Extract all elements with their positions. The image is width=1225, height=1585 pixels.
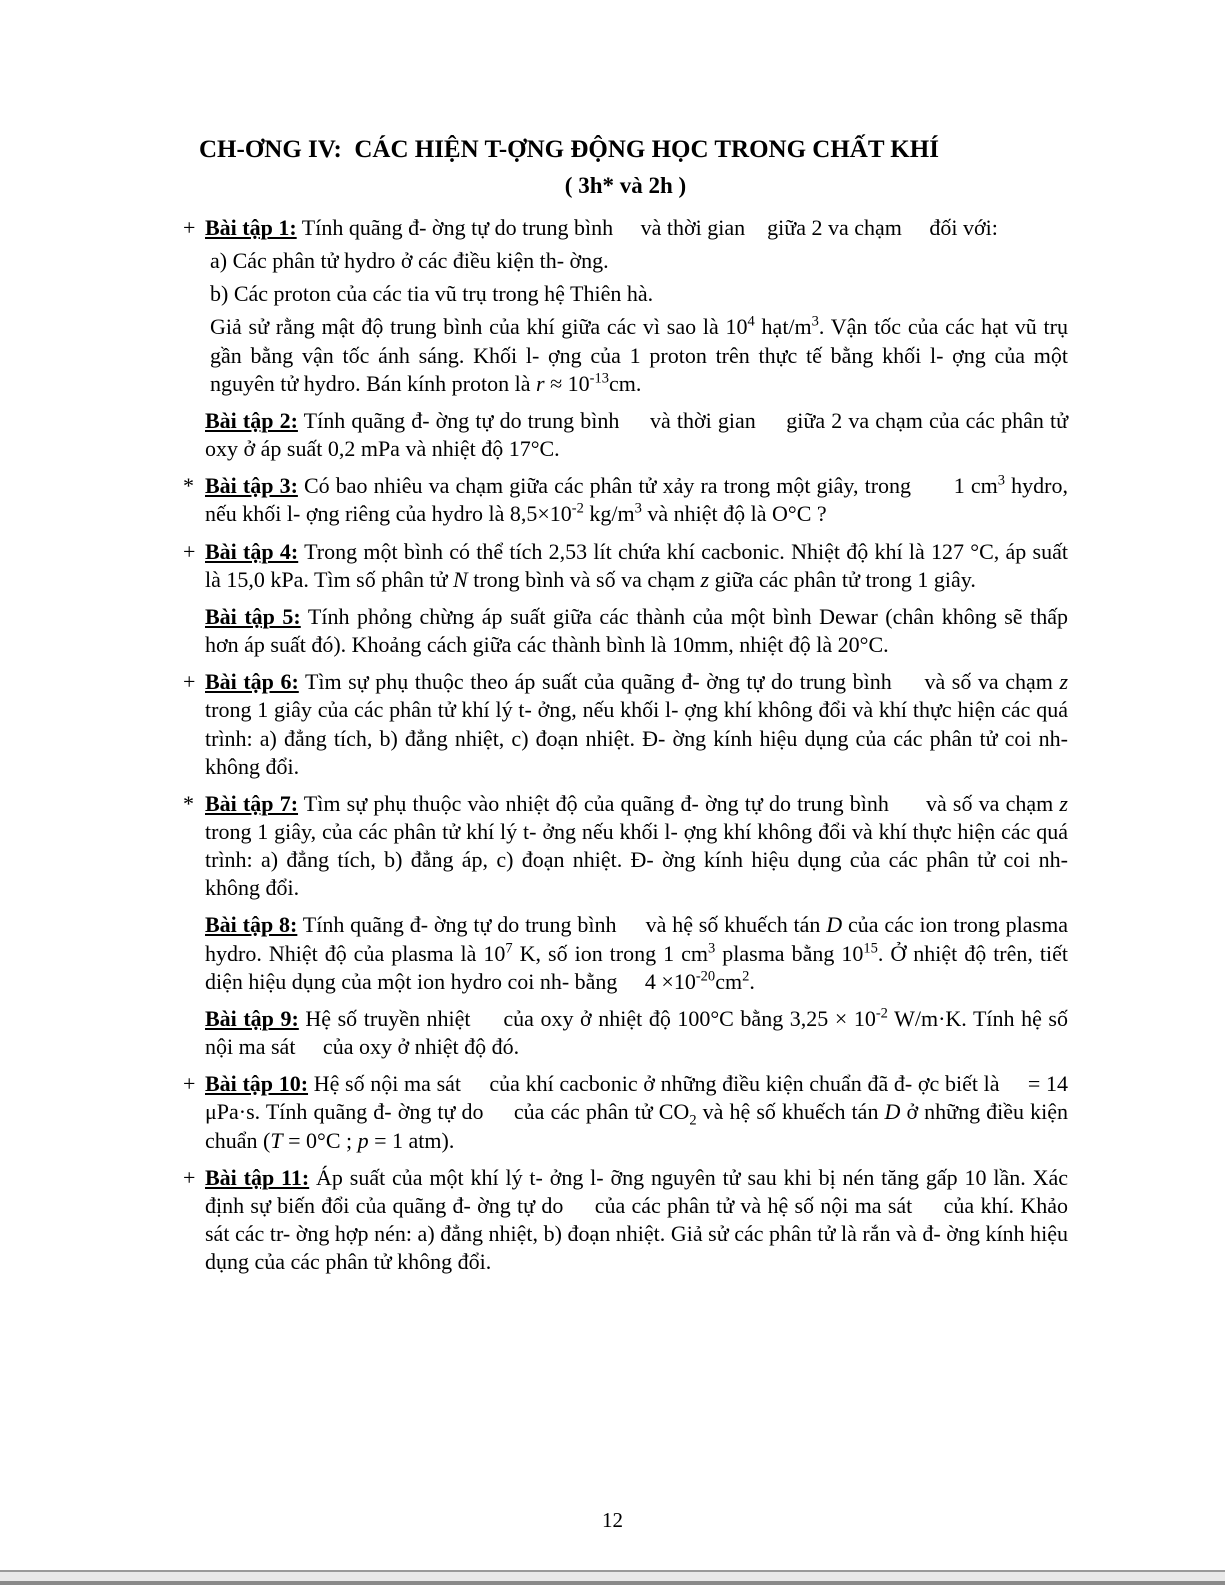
text-run: z: [1059, 669, 1068, 695]
text-run: -13: [589, 370, 609, 387]
text-run: Tính phỏng chừng áp suất giữa các thành của một bình Dewar (chân không sẽ thấp hơn áp suất đó). Khoảng cách giữa các thành bình là 10mm, nhiệt độ là 20°C.: [205, 603, 1068, 658]
problem-label: Bài tập 10:: [205, 1071, 309, 1097]
problem: [183, 790, 1068, 903]
problem-label: Bài tập 8:: [205, 912, 298, 938]
text-run: z: [700, 566, 710, 592]
text-run: 15: [863, 940, 878, 957]
problem-first-paragraph: [205, 603, 1068, 659]
problem-label: Bài tập 6:: [205, 669, 299, 695]
problem-first-paragraph: [205, 1070, 1068, 1154]
problem-first-paragraph: [205, 407, 1068, 463]
problem-marker: +: [183, 215, 196, 240]
text-run: Tính quãng đ- ờng tự do trung bình và hệ số khuếch tán: [297, 912, 827, 938]
text-run: .: [749, 968, 755, 994]
text-run: ở những điều kiện chuẩn (: [205, 1099, 1068, 1153]
text-run: và hệ số khuếch tán: [696, 1099, 885, 1125]
problem: [183, 911, 1068, 995]
problem-first-paragraph: [205, 1005, 1068, 1061]
text-run: = 1 atm).: [368, 1127, 455, 1153]
text-run: r: [536, 370, 545, 396]
problem-paragraph: [205, 313, 1068, 397]
text-run: W/m·K. Tính hệ số nội ma sát của oxy ở nhiệt độ đó.: [205, 1005, 1068, 1060]
problem-label: Bài tập 7:: [205, 790, 299, 816]
problem: [183, 668, 1068, 781]
text-run: 7: [505, 940, 513, 957]
text-run: Tính quãng đ- ờng tự do trung bình và thời gian giữa 2 va chạm của các phân tử oxy ở áp suất 0,2 mPa và nhiệt độ 17°C.: [205, 407, 1068, 462]
problem-marker: +: [183, 1071, 196, 1097]
problem: [183, 1005, 1068, 1061]
text-run: Tính quãng đ- ờng tự do trung bình và thời gian giữa 2 va chạm đối với:: [296, 215, 998, 240]
text-run: của các ion trong plasma hydro. Nhiệt độ của plasma là 10: [205, 912, 1068, 966]
text-run: hạt/m: [754, 314, 812, 340]
text-run: T: [270, 1127, 283, 1153]
text-run: z: [1059, 790, 1068, 816]
problem: [183, 603, 1068, 659]
problem-marker: *: [183, 790, 194, 816]
text-run: Trong một bình có thể tích 2,53 lít chứa khí cacbonic. Nhiệt độ khí là 127 °C, áp suất là 15,0 kPa. Tìm số phân tử: [205, 538, 1068, 592]
problem-paragraph: [205, 247, 1068, 275]
text-run: hydro, nếu khối l- ợng riêng của hydro là 8,5×10: [205, 473, 1068, 527]
text-run: kg/m: [583, 501, 635, 527]
text-run: Giả sử rằng mật độ trung bình của khí giữa các vì sao là 10: [210, 314, 748, 340]
text-run: . Ở nhiệt độ trên, tiết diện hiệu dụng của một ion hydro coi nh- bằng 4 ×10: [205, 940, 1068, 994]
text-run: Tìm sự phụ thuộc theo áp suất của quãng đ- ờng tự do trung bình và số va chạm: [298, 669, 1060, 695]
text-run: 4: [747, 314, 755, 331]
text-run: a) Các phân tử hydro ở các điều kiện th- ờng.: [210, 248, 609, 274]
problem-label: Bài tập 2:: [205, 407, 298, 433]
text-run: -2: [875, 1005, 888, 1022]
text-run: cm.: [609, 370, 642, 396]
page-bottom-edge: [0, 1570, 1225, 1585]
text-run: = 0°C ;: [282, 1127, 358, 1153]
text-run: trong bình và số va chạm: [467, 566, 701, 592]
problem-marker: +: [183, 669, 196, 695]
text-run: 2: [689, 1112, 697, 1129]
problem-label: Bài tập 9:: [205, 1005, 299, 1031]
text-run: Có bao nhiêu va chạm giữa các phân tử xảy ra trong một giây, trong 1 cm: [297, 473, 998, 499]
problem: [183, 407, 1068, 463]
text-run: Áp suất của một khí lý t- ởng l- ỡng nguyên tử sau khi bị nén tăng gấp 10 lần. Xác định sự biến đổi của quãng đ- ờng tự do của các phân tử và hệ số nội ma sát của khí. Khảo sát các tr- ờng hợp nén: a) đẳng nhiệt, b) đoạn nhiệt. Giả sử các phân tử là rắn và đ- ờng kính hiệu dụng của các phân tử không đổi.: [205, 1164, 1068, 1275]
problem-label: Bài tập 4:: [205, 538, 299, 564]
problem-marker: +: [183, 1164, 196, 1190]
text-run: K, số ion trong 1 cm: [512, 940, 708, 966]
problem: [183, 1070, 1068, 1154]
problem: [183, 538, 1068, 594]
text-run: giữa các phân tử trong 1 giây.: [709, 566, 976, 592]
text-run: 3: [634, 501, 642, 518]
chapter-title: CH-ƠNG IV: CÁC HIỆN T-ỢNG ĐỘNG HỌC TRONG CHẤT KHÍ: [199, 136, 939, 163]
problem-first-paragraph: [205, 214, 1068, 242]
page-number: 12: [602, 1508, 623, 1532]
text-run: -2: [571, 501, 584, 518]
problem-first-paragraph: [205, 1164, 1068, 1277]
problem-marker: +: [183, 538, 196, 564]
problem-first-paragraph: [205, 538, 1068, 594]
text-run: 3: [997, 472, 1006, 489]
text-run: 3: [708, 940, 716, 957]
text-run: trong 1 giây của các phân tử khí lý t- ởng, nếu khối l- ợng khí không đổi và khí thực hiện các quá trình: a) đẳng tích, b) đẳng nhiệt, c) đoạn nhiệt. Đ- ờng kính hiệu dụng của các phân tử coi nh- không đổi.: [205, 697, 1068, 779]
problem-marker: *: [183, 473, 194, 499]
text-run: ≈ 10: [544, 370, 590, 396]
text-run: trong 1 giây, của các phân tử khí lý t- ởng nếu khối l- ợng khí không đổi và khí thực hiện các quá trình: a) đẳng tích, b) đẳng áp, c) đoạn nhiệt. Đ- ờng kính hiệu dụng của các phân tử coi nh- không đổi.: [205, 818, 1068, 901]
problem-first-paragraph: [205, 668, 1068, 781]
problem: [183, 214, 1068, 398]
problem-paragraph: [205, 280, 1068, 308]
text-run: p: [357, 1127, 369, 1153]
text-run: 2: [742, 968, 750, 985]
text-run: b) Các proton của các tia vũ trụ trong hệ Thiên hà.: [210, 281, 654, 307]
text-run: và nhiệt độ là O°C ?: [641, 501, 827, 527]
text-run: -20: [695, 968, 716, 985]
text-run: Hệ số truyền nhiệt của oxy ở nhiệt độ 100°C bằng 3,25 × 10: [298, 1005, 876, 1031]
text-run: Tìm sự phụ thuộc vào nhiệt độ của quãng đ- ờng tự do trung bình và số va chạm: [298, 790, 1060, 816]
problem-label: Bài tập 11:: [205, 1164, 310, 1190]
problem: [183, 1164, 1068, 1277]
problem-first-paragraph: [205, 472, 1068, 528]
text-run: . Vận tốc của các hạt vũ trụ gần bằng vận tốc ánh sáng. Khối l- ợng của 1 proton trên thực tế bằng khối l- ợng của một nguyên tử hydro. Bán kính proton là: [210, 314, 1068, 396]
text-run: N: [453, 566, 468, 592]
text-run: 3: [811, 314, 819, 331]
text-run: D: [884, 1099, 901, 1125]
text-run: D: [826, 912, 843, 938]
problem-first-paragraph: [205, 790, 1068, 903]
problem: [183, 472, 1068, 528]
chapter-subtitle: ( 3h* và 2h ): [564, 173, 687, 198]
problem-first-paragraph: [205, 911, 1068, 995]
problem-label: Bài tập 3:: [205, 473, 298, 499]
problem-list: [183, 214, 1068, 1276]
text-run: cm: [715, 968, 743, 994]
text-run: plasma bằng 10: [715, 940, 864, 966]
text-run: Hệ số nội ma sát của khí cacbonic ở những điều kiện chuẩn đã đ- ợc biết là = 14 μPa·s. Tính quãng đ- ờng tự do của các phân tử CO: [205, 1071, 1068, 1125]
problem-label: Bài tập 1:: [205, 215, 297, 240]
problem-label: Bài tập 5:: [205, 603, 301, 629]
